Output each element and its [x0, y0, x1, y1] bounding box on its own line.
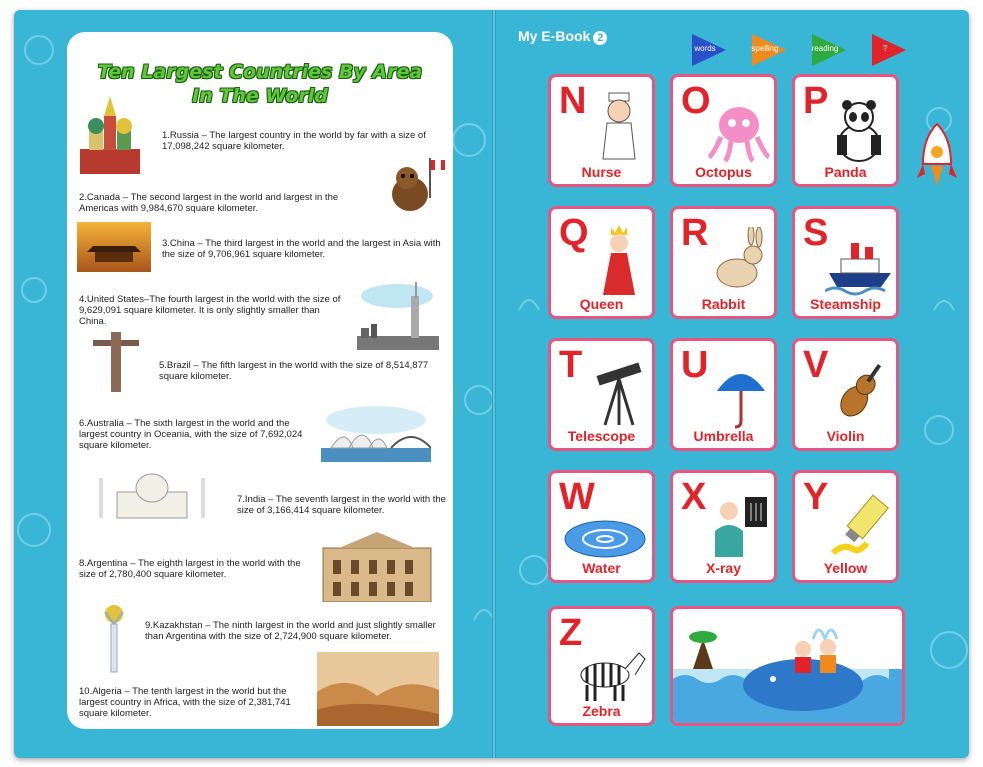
card-letter: O — [681, 80, 711, 122]
book-spine — [492, 10, 496, 758]
rabbit-icon — [709, 227, 769, 297]
card-word: Steamship — [810, 296, 881, 312]
card-word: Queen — [579, 296, 624, 312]
telescope-icon — [589, 361, 649, 429]
violin-icon — [829, 357, 891, 429]
card-n[interactable] — [548, 74, 655, 187]
ebook-header-label: My E-Book — [518, 28, 591, 44]
card-t[interactable] — [548, 338, 655, 451]
title-line-1: Ten Largest Countries By Area — [97, 61, 423, 83]
tab-spelling[interactable] — [750, 32, 790, 68]
water-icon — [563, 517, 647, 563]
sydney-opera-illustration — [321, 400, 431, 462]
steamship-icon — [825, 233, 895, 297]
card-v[interactable] — [792, 338, 899, 451]
card-z[interactable] — [548, 606, 655, 726]
zebra-icon — [571, 647, 647, 703]
card-letter: T — [559, 344, 583, 386]
country-7-text: 7.India – The seventh largest in the world with the size of 3,166,414 square kilometer. — [237, 494, 446, 516]
sahara-dunes-illustration — [317, 652, 439, 726]
country-5-text: 5.Brazil – The fifth largest in the world with the size of 8,514,877 square kilometer. — [159, 360, 429, 382]
card-letter: V — [803, 344, 829, 386]
page-number-badge: 2 — [593, 31, 607, 45]
card-w[interactable] — [548, 470, 655, 583]
card-letter: P — [803, 80, 829, 122]
beaver-flag-illustration — [385, 156, 447, 214]
card-word: Nurse — [581, 164, 622, 180]
tab-words[interactable] — [690, 32, 730, 68]
card-y[interactable] — [792, 470, 899, 583]
christ-redeemer-illustration — [93, 332, 139, 394]
country-6-text: 6.Australia – The sixth largest in the world and the largest country in Oceania, with the size of 7,692,024 square kilometer. — [79, 418, 303, 451]
card-word: X-ray — [705, 560, 742, 576]
country-2-text: 2.Canada – The second largest in the world and largest in the Americas with 9,984,670 square kilometer. — [79, 192, 339, 214]
whale-scene-card — [670, 606, 905, 726]
octopus-icon — [707, 103, 771, 163]
queen-icon — [597, 223, 641, 297]
card-u[interactable] — [670, 338, 777, 451]
card-word: Yellow — [823, 560, 868, 576]
card-word: Zebra — [582, 703, 621, 719]
ebook-header — [518, 28, 607, 45]
card-word: Umbrella — [693, 428, 754, 444]
umbrella-icon — [713, 361, 769, 431]
card-word: Telescope — [567, 428, 636, 444]
card-letter: W — [559, 476, 595, 518]
card-s[interactable] — [792, 206, 899, 319]
card-letter: N — [559, 80, 587, 122]
baiterek-tower-illustration — [99, 602, 129, 676]
card-word: Rabbit — [701, 296, 746, 312]
kremlin-illustration — [75, 94, 145, 176]
yellow-paint-icon — [825, 493, 891, 561]
statue-of-liberty-illustration — [357, 276, 439, 350]
card-word: Panda — [824, 164, 867, 180]
country-3-text: 3.China – The third largest in the world and the largest in Asia with the size of 9,706,961 square kilometer. — [162, 238, 441, 260]
countries-panel — [67, 32, 453, 729]
card-word: Violin — [826, 428, 865, 444]
card-q[interactable] — [548, 206, 655, 319]
taj-mahal-illustration — [87, 462, 217, 522]
tab-spelling-label: spelling — [751, 44, 779, 53]
tab-question-label: ? — [882, 44, 888, 53]
card-letter: Q — [559, 212, 589, 254]
country-10-text: 10.Algeria – The tenth largest in the world but the largest country in Africa, with the size of 2,381,741 square kilometer. — [79, 686, 291, 719]
country-8-text: 8.Argentina – The eighth largest in the world with the size of 2,780,400 square kilometer. — [79, 558, 301, 580]
rocket-icon — [916, 122, 958, 202]
card-letter: Z — [559, 612, 583, 654]
tab-words-label: words — [694, 44, 716, 53]
xray-icon — [709, 491, 771, 561]
teatro-colon-illustration — [319, 528, 435, 602]
card-word: Water — [582, 560, 621, 576]
country-1-text: 1.Russia – The largest country in the world by far with a size of 17,098,242 square kilometer. — [162, 130, 426, 152]
tab-reading-label: reading — [811, 44, 839, 53]
card-r[interactable] — [670, 206, 777, 319]
card-x[interactable] — [670, 470, 777, 583]
open-book — [14, 10, 969, 758]
china-pavilion-illustration — [77, 222, 151, 272]
card-letter: Y — [803, 476, 829, 518]
card-letter: X — [681, 476, 707, 518]
card-letter: R — [681, 212, 709, 254]
card-p[interactable] — [792, 74, 899, 187]
tab-reading[interactable] — [810, 32, 850, 68]
title-line-2: In The World — [192, 85, 328, 107]
panda-icon — [829, 99, 889, 163]
card-o[interactable] — [670, 74, 777, 187]
card-word: Octopus — [695, 164, 752, 180]
card-letter: S — [803, 212, 829, 254]
nurse-icon — [597, 91, 641, 165]
country-9-text: 9.Kazakhstan – The ninth largest in the world and just slightly smaller than Argentina with the size of 2,724,900 square kilometer. — [145, 620, 436, 642]
tab-question[interactable] — [870, 32, 910, 68]
whale-scene-illustration — [673, 609, 902, 723]
country-4-text: 4.United States–The fourth largest in the world with the size of 9,629,091 square kilometer. It is only slightly smaller than China. — [79, 294, 341, 327]
card-letter: U — [681, 344, 709, 386]
